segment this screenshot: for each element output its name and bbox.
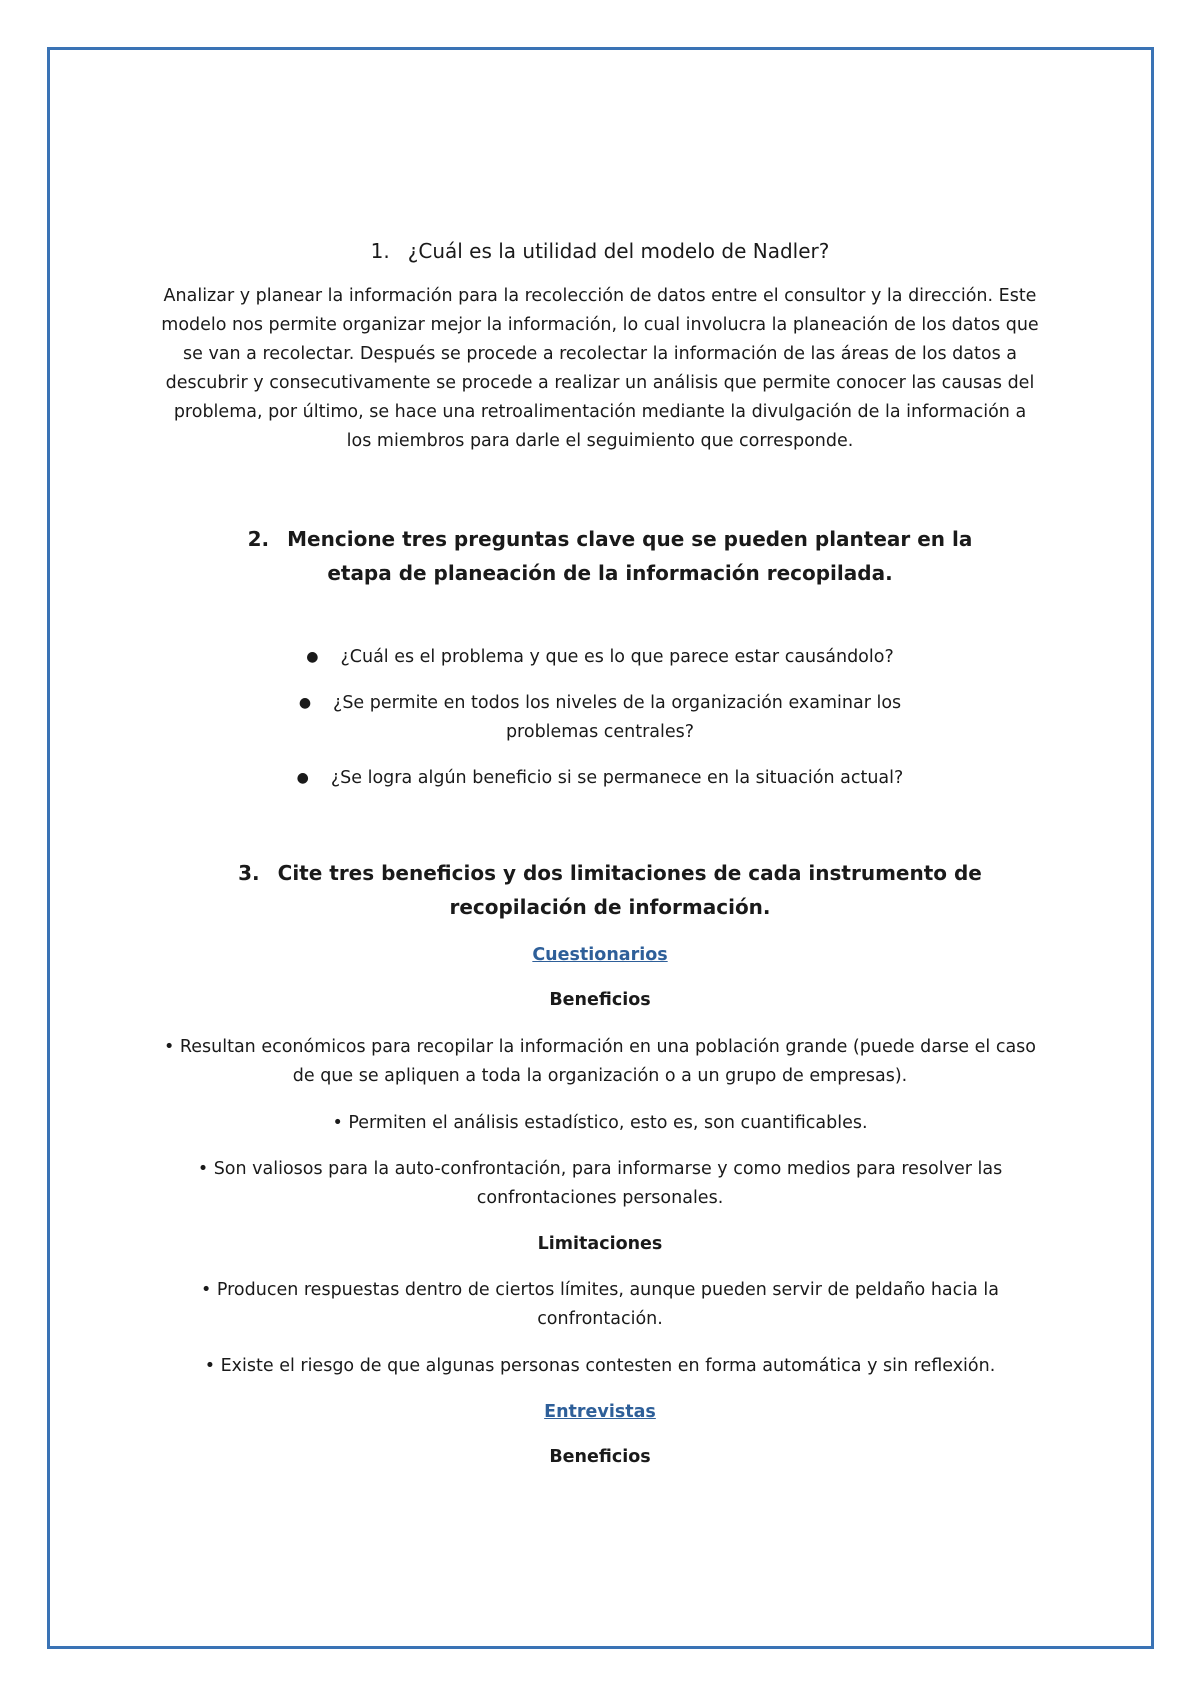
question-1-number: 1. [370,239,390,263]
question-2-title: Mencione tres preguntas clave que se pueden plantear en la etapa de planeación de la información recopilada. [287,527,973,585]
cuestionarios-beneficio-2: • Permiten el análisis estadístico, esto es, son cuantificables. [332,1113,868,1133]
question-3-number: 3. [238,861,260,885]
entrevistas-title: Entrevistas [544,1402,656,1422]
question-3-title: Cite tres beneficios y dos limitaciones de cada instrumento de recopilación de información. [277,861,982,919]
bullet-icon: ● [296,770,309,786]
question-2-bullet-list [290,643,910,810]
question-3-heading [230,856,990,924]
entrevistas-beneficios-label: Beneficios [549,1447,651,1467]
question-1-title: ¿Cuál es la utilidad del modelo de Nadler? [407,239,830,263]
question-1-heading [160,234,1040,268]
cuestionarios-limitacion-1: • Producen respuestas dentro de ciertos límites, aunque pueden servir de peldaño hacia la confrontación. [200,1280,999,1329]
question-2-number: 2. [247,527,270,551]
cuestionarios-beneficios-label: Beneficios [549,990,651,1010]
list-item: ● ¿Cuál es el problema y que es lo que parece estar causándolo? [290,643,910,672]
cuestionarios-beneficio-3: • Son valiosos para la auto-confrontación, para informarse y como medios para resolver las confrontaciones personales. [197,1159,1003,1208]
cuestionarios-limitaciones-label: Limitaciones [537,1234,663,1254]
question-1-answer: Analizar y planear la información para la recolección de datos entre el consultor y la dirección. Este modelo nos permite organizar mejor la información, lo cual involucra la planeación de los datos que se van a recolectar. Después se procede a recolectar la información de las áreas de los datos a descubrir y consecutivamente se procede a realizar un análisis que permite conocer las causas del problema, por último, se hace una retroalimentación mediante la divulgación de la información a los miembros para darle el seguimiento que corresponde. [161,286,1039,451]
cuestionarios-title: Cuestionarios [532,945,668,965]
cuestionarios-beneficio-1: • Resultan económicos para recopilar la información en una población grande (puede darse el caso de que se apliquen a toda la organización o a un grupo de empresas). [163,1037,1037,1086]
question-2-heading [230,522,990,590]
bullet-icon: ● [298,695,312,711]
cuestionarios-limitacion-2: • Existe el riesgo de que algunas personas contesten en forma automática y sin reflexión. [204,1356,996,1376]
bullet-icon: ● [306,649,319,665]
list-item: ● ¿Se logra algún beneficio si se permanece en la situación actual? [290,764,910,793]
list-item: ● ¿Se permite en todos los niveles de la organización examinar los problemas centrales? [290,689,910,747]
